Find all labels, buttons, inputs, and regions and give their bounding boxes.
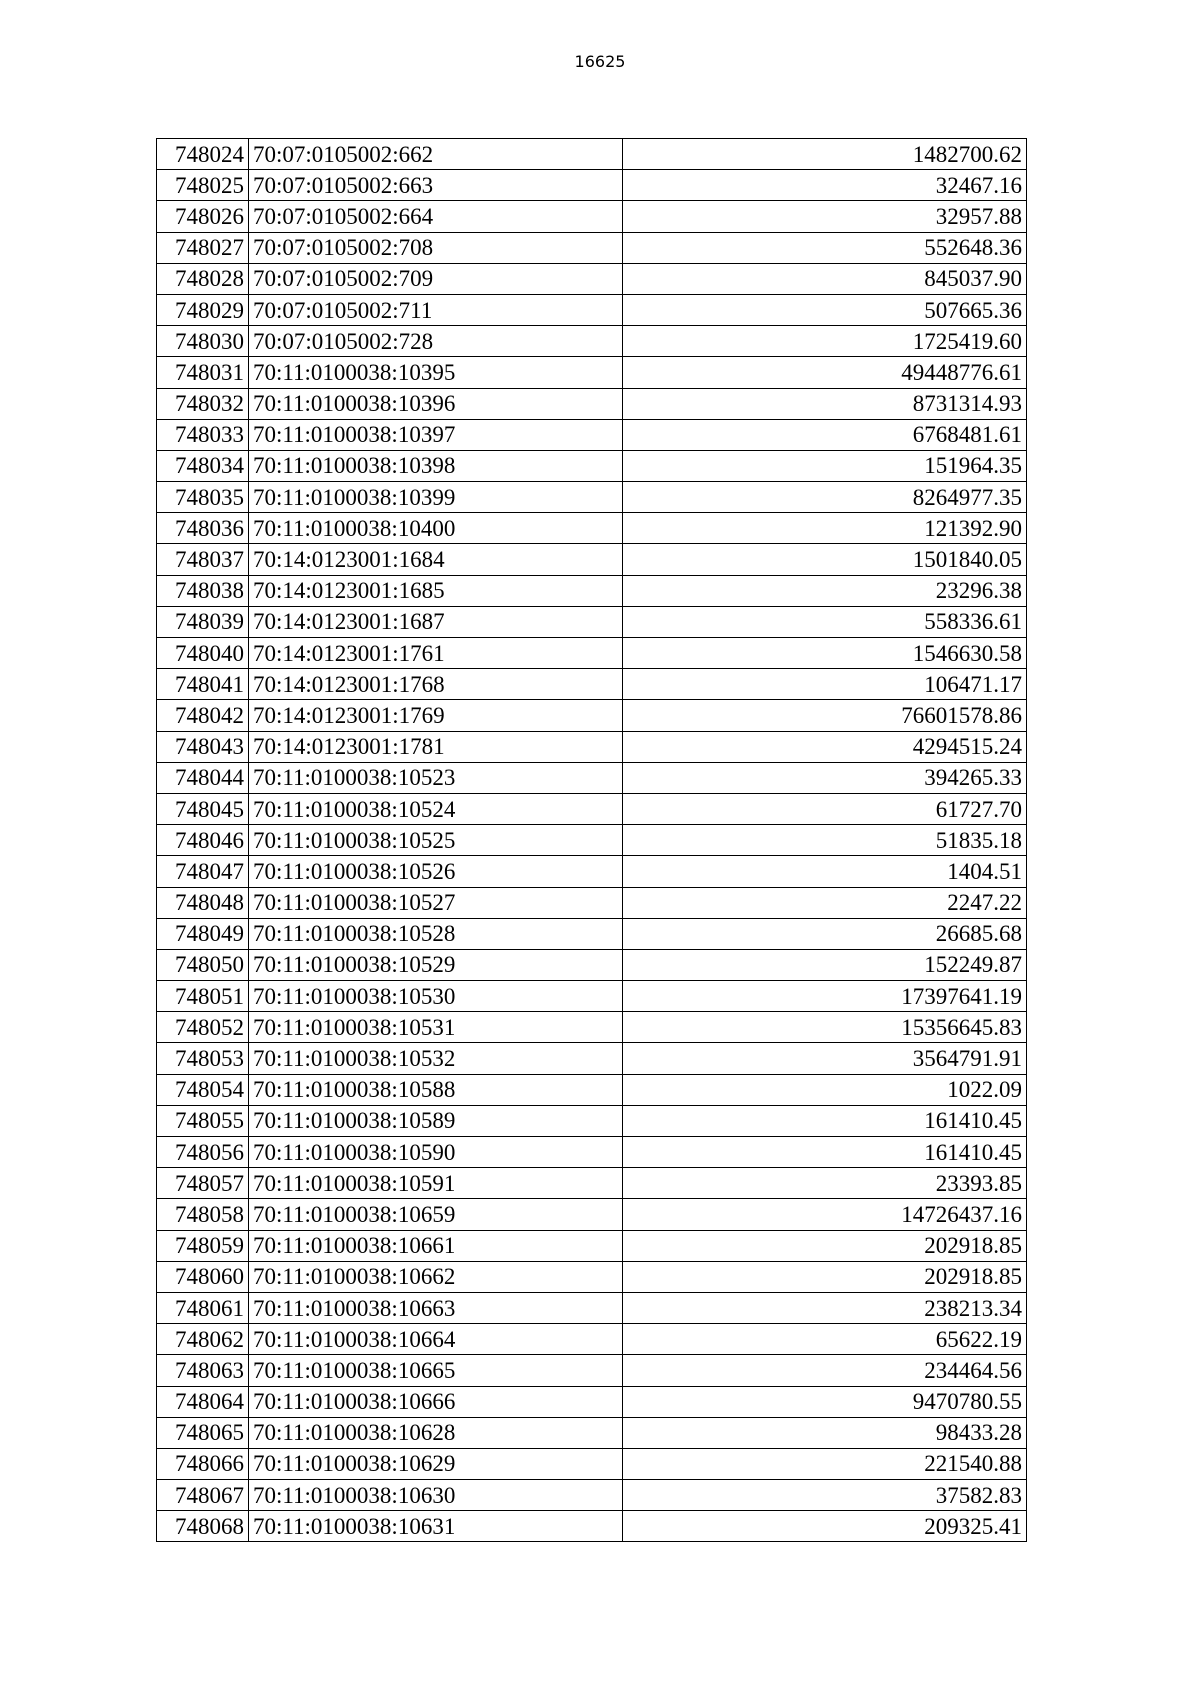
cadastral-number-cell: 70:14:0123001:1768 bbox=[249, 669, 623, 700]
cadastral-value-cell: 9470780.55 bbox=[623, 1386, 1027, 1417]
row-number-cell: 748033 bbox=[157, 419, 249, 450]
table-row bbox=[157, 762, 1027, 793]
cadastral-number-cell: 70:11:0100038:10397 bbox=[249, 419, 623, 450]
row-number-cell: 748037 bbox=[157, 544, 249, 575]
cadastral-value-cell: 202918.85 bbox=[623, 1261, 1027, 1292]
table-row bbox=[157, 1137, 1027, 1168]
cadastral-value-cell: 6768481.61 bbox=[623, 419, 1027, 450]
row-number-cell: 748061 bbox=[157, 1292, 249, 1323]
table-row bbox=[157, 1105, 1027, 1136]
row-number-cell: 748026 bbox=[157, 201, 249, 232]
cadastral-number-cell: 70:11:0100038:10629 bbox=[249, 1448, 623, 1479]
row-number-cell: 748032 bbox=[157, 388, 249, 419]
cadastral-number-cell: 70:11:0100038:10588 bbox=[249, 1074, 623, 1105]
row-number-cell: 748034 bbox=[157, 450, 249, 481]
cadastral-value-cell: 61727.70 bbox=[623, 793, 1027, 824]
row-number-cell: 748028 bbox=[157, 263, 249, 294]
row-number-cell: 748038 bbox=[157, 575, 249, 606]
table-row bbox=[157, 918, 1027, 949]
table-row bbox=[157, 513, 1027, 544]
cadastral-number-cell: 70:14:0123001:1684 bbox=[249, 544, 623, 575]
row-number-cell: 748053 bbox=[157, 1043, 249, 1074]
row-number-cell: 748060 bbox=[157, 1261, 249, 1292]
cadastral-number-cell: 70:11:0100038:10528 bbox=[249, 918, 623, 949]
cadastral-number-cell: 70:11:0100038:10523 bbox=[249, 762, 623, 793]
cadastral-value-cell: 161410.45 bbox=[623, 1137, 1027, 1168]
table-row bbox=[157, 1012, 1027, 1043]
cadastral-number-cell: 70:11:0100038:10666 bbox=[249, 1386, 623, 1417]
table-row bbox=[157, 887, 1027, 918]
cadastral-value-cell: 161410.45 bbox=[623, 1105, 1027, 1136]
table-row bbox=[157, 731, 1027, 762]
cadastral-value-cell: 23296.38 bbox=[623, 575, 1027, 606]
table-row bbox=[157, 232, 1027, 263]
row-number-cell: 748067 bbox=[157, 1480, 249, 1511]
cadastral-value-cell: 17397641.19 bbox=[623, 981, 1027, 1012]
cadastral-value-cell: 76601578.86 bbox=[623, 700, 1027, 731]
row-number-cell: 748031 bbox=[157, 357, 249, 388]
row-number-cell: 748063 bbox=[157, 1355, 249, 1386]
cadastral-value-cell: 152249.87 bbox=[623, 949, 1027, 980]
cadastral-value-cell: 32957.88 bbox=[623, 201, 1027, 232]
row-number-cell: 748059 bbox=[157, 1230, 249, 1261]
row-number-cell: 748055 bbox=[157, 1105, 249, 1136]
cadastral-number-cell: 70:11:0100038:10589 bbox=[249, 1105, 623, 1136]
table-row bbox=[157, 1480, 1027, 1511]
row-number-cell: 748066 bbox=[157, 1448, 249, 1479]
cadastral-number-cell: 70:14:0123001:1761 bbox=[249, 638, 623, 669]
row-number-cell: 748035 bbox=[157, 482, 249, 513]
cadastral-number-cell: 70:11:0100038:10525 bbox=[249, 825, 623, 856]
row-number-cell: 748027 bbox=[157, 232, 249, 263]
table-row bbox=[157, 482, 1027, 513]
row-number-cell: 748050 bbox=[157, 949, 249, 980]
table-row bbox=[157, 1448, 1027, 1479]
cadastral-value-cell: 23393.85 bbox=[623, 1168, 1027, 1199]
table-row bbox=[157, 170, 1027, 201]
table-row bbox=[157, 1324, 1027, 1355]
cadastral-value-cell: 26685.68 bbox=[623, 918, 1027, 949]
cadastral-value-cell: 51835.18 bbox=[623, 825, 1027, 856]
row-number-cell: 748047 bbox=[157, 856, 249, 887]
cadastral-value-cell: 65622.19 bbox=[623, 1324, 1027, 1355]
table-row bbox=[157, 1386, 1027, 1417]
cadastral-value-cell: 121392.90 bbox=[623, 513, 1027, 544]
table-row bbox=[157, 419, 1027, 450]
cadastral-number-cell: 70:11:0100038:10400 bbox=[249, 513, 623, 544]
row-number-cell: 748039 bbox=[157, 606, 249, 637]
table-row bbox=[157, 669, 1027, 700]
row-number-cell: 748057 bbox=[157, 1168, 249, 1199]
cadastral-number-cell: 70:14:0123001:1781 bbox=[249, 731, 623, 762]
cadastral-value-cell: 238213.34 bbox=[623, 1292, 1027, 1323]
row-number-cell: 748051 bbox=[157, 981, 249, 1012]
table-row bbox=[157, 949, 1027, 980]
cadastral-number-cell: 70:07:0105002:663 bbox=[249, 170, 623, 201]
cadastral-number-cell: 70:11:0100038:10590 bbox=[249, 1137, 623, 1168]
table-row bbox=[157, 1230, 1027, 1261]
row-number-cell: 748024 bbox=[157, 139, 249, 170]
page-number: 16625 bbox=[574, 52, 626, 71]
row-number-cell: 748025 bbox=[157, 170, 249, 201]
table-row bbox=[157, 606, 1027, 637]
table-body bbox=[157, 139, 1027, 1542]
cadastral-number-cell: 70:07:0105002:728 bbox=[249, 326, 623, 357]
cadastral-value-table bbox=[156, 138, 1027, 1542]
cadastral-value-cell: 209325.41 bbox=[623, 1511, 1027, 1542]
row-number-cell: 748052 bbox=[157, 1012, 249, 1043]
row-number-cell: 748043 bbox=[157, 731, 249, 762]
row-number-cell: 748065 bbox=[157, 1417, 249, 1448]
table-row bbox=[157, 793, 1027, 824]
table-row bbox=[157, 575, 1027, 606]
row-number-cell: 748054 bbox=[157, 1074, 249, 1105]
cadastral-number-cell: 70:11:0100038:10630 bbox=[249, 1480, 623, 1511]
cadastral-number-cell: 70:07:0105002:664 bbox=[249, 201, 623, 232]
row-number-cell: 748062 bbox=[157, 1324, 249, 1355]
cadastral-number-cell: 70:11:0100038:10664 bbox=[249, 1324, 623, 1355]
table-row bbox=[157, 294, 1027, 325]
table-row bbox=[157, 1043, 1027, 1074]
row-number-cell: 748058 bbox=[157, 1199, 249, 1230]
cadastral-value-cell: 32467.16 bbox=[623, 170, 1027, 201]
table-row bbox=[157, 1292, 1027, 1323]
cadastral-number-cell: 70:11:0100038:10628 bbox=[249, 1417, 623, 1448]
cadastral-number-cell: 70:11:0100038:10524 bbox=[249, 793, 623, 824]
cadastral-value-cell: 552648.36 bbox=[623, 232, 1027, 263]
cadastral-value-cell: 221540.88 bbox=[623, 1448, 1027, 1479]
table-row bbox=[157, 263, 1027, 294]
cadastral-value-cell: 2247.22 bbox=[623, 887, 1027, 918]
cadastral-number-cell: 70:11:0100038:10631 bbox=[249, 1511, 623, 1542]
table-row bbox=[157, 450, 1027, 481]
cadastral-value-cell: 98433.28 bbox=[623, 1417, 1027, 1448]
cadastral-value-cell: 8731314.93 bbox=[623, 388, 1027, 419]
cadastral-number-cell: 70:14:0123001:1685 bbox=[249, 575, 623, 606]
cadastral-number-cell: 70:11:0100038:10659 bbox=[249, 1199, 623, 1230]
cadastral-number-cell: 70:07:0105002:709 bbox=[249, 263, 623, 294]
cadastral-value-cell: 49448776.61 bbox=[623, 357, 1027, 388]
cadastral-value-cell: 202918.85 bbox=[623, 1230, 1027, 1261]
table-row bbox=[157, 388, 1027, 419]
cadastral-value-cell: 1022.09 bbox=[623, 1074, 1027, 1105]
cadastral-number-cell: 70:11:0100038:10532 bbox=[249, 1043, 623, 1074]
table-row bbox=[157, 1511, 1027, 1542]
table-row bbox=[157, 139, 1027, 170]
cadastral-number-cell: 70:11:0100038:10529 bbox=[249, 949, 623, 980]
cadastral-number-cell: 70:11:0100038:10662 bbox=[249, 1261, 623, 1292]
row-number-cell: 748056 bbox=[157, 1137, 249, 1168]
table-row bbox=[157, 981, 1027, 1012]
row-number-cell: 748045 bbox=[157, 793, 249, 824]
row-number-cell: 748030 bbox=[157, 326, 249, 357]
cadastral-number-cell: 70:11:0100038:10531 bbox=[249, 1012, 623, 1043]
row-number-cell: 748029 bbox=[157, 294, 249, 325]
table-row bbox=[157, 638, 1027, 669]
row-number-cell: 748040 bbox=[157, 638, 249, 669]
cadastral-number-cell: 70:11:0100038:10527 bbox=[249, 887, 623, 918]
table-row bbox=[157, 1355, 1027, 1386]
table-row bbox=[157, 1417, 1027, 1448]
cadastral-value-cell: 558336.61 bbox=[623, 606, 1027, 637]
cadastral-value-cell: 151964.35 bbox=[623, 450, 1027, 481]
cadastral-value-cell: 4294515.24 bbox=[623, 731, 1027, 762]
table-row bbox=[157, 1261, 1027, 1292]
cadastral-number-cell: 70:07:0105002:708 bbox=[249, 232, 623, 263]
row-number-cell: 748046 bbox=[157, 825, 249, 856]
cadastral-value-cell: 1404.51 bbox=[623, 856, 1027, 887]
cadastral-value-cell: 37582.83 bbox=[623, 1480, 1027, 1511]
cadastral-number-cell: 70:14:0123001:1687 bbox=[249, 606, 623, 637]
cadastral-value-cell: 394265.33 bbox=[623, 762, 1027, 793]
cadastral-number-cell: 70:11:0100038:10663 bbox=[249, 1292, 623, 1323]
table-row bbox=[157, 700, 1027, 731]
cadastral-number-cell: 70:07:0105002:662 bbox=[249, 139, 623, 170]
cadastral-value-cell: 1501840.05 bbox=[623, 544, 1027, 575]
cadastral-number-cell: 70:11:0100038:10399 bbox=[249, 482, 623, 513]
cadastral-number-cell: 70:14:0123001:1769 bbox=[249, 700, 623, 731]
table-row bbox=[157, 1074, 1027, 1105]
cadastral-number-cell: 70:11:0100038:10665 bbox=[249, 1355, 623, 1386]
cadastral-number-cell: 70:11:0100038:10526 bbox=[249, 856, 623, 887]
table-row bbox=[157, 825, 1027, 856]
cadastral-number-cell: 70:11:0100038:10398 bbox=[249, 450, 623, 481]
cadastral-number-cell: 70:11:0100038:10591 bbox=[249, 1168, 623, 1199]
row-number-cell: 748041 bbox=[157, 669, 249, 700]
cadastral-value-cell: 507665.36 bbox=[623, 294, 1027, 325]
cadastral-number-cell: 70:07:0105002:711 bbox=[249, 294, 623, 325]
table-row bbox=[157, 856, 1027, 887]
cadastral-value-cell: 234464.56 bbox=[623, 1355, 1027, 1386]
cadastral-value-cell: 15356645.83 bbox=[623, 1012, 1027, 1043]
table-row bbox=[157, 1168, 1027, 1199]
cadastral-value-cell: 1482700.62 bbox=[623, 139, 1027, 170]
table-row bbox=[157, 544, 1027, 575]
row-number-cell: 748068 bbox=[157, 1511, 249, 1542]
cadastral-number-cell: 70:11:0100038:10395 bbox=[249, 357, 623, 388]
table-row bbox=[157, 326, 1027, 357]
cadastral-number-cell: 70:11:0100038:10661 bbox=[249, 1230, 623, 1261]
row-number-cell: 748044 bbox=[157, 762, 249, 793]
cadastral-value-cell: 14726437.16 bbox=[623, 1199, 1027, 1230]
cadastral-value-cell: 1725419.60 bbox=[623, 326, 1027, 357]
cadastral-value-cell: 106471.17 bbox=[623, 669, 1027, 700]
cadastral-number-cell: 70:11:0100038:10396 bbox=[249, 388, 623, 419]
row-number-cell: 748036 bbox=[157, 513, 249, 544]
cadastral-value-cell: 8264977.35 bbox=[623, 482, 1027, 513]
table-row bbox=[157, 357, 1027, 388]
table-row bbox=[157, 1199, 1027, 1230]
cadastral-value-cell: 845037.90 bbox=[623, 263, 1027, 294]
cadastral-value-cell: 1546630.58 bbox=[623, 638, 1027, 669]
cadastral-number-cell: 70:11:0100038:10530 bbox=[249, 981, 623, 1012]
cadastral-value-cell: 3564791.91 bbox=[623, 1043, 1027, 1074]
row-number-cell: 748064 bbox=[157, 1386, 249, 1417]
table-row bbox=[157, 201, 1027, 232]
row-number-cell: 748042 bbox=[157, 700, 249, 731]
row-number-cell: 748048 bbox=[157, 887, 249, 918]
row-number-cell: 748049 bbox=[157, 918, 249, 949]
